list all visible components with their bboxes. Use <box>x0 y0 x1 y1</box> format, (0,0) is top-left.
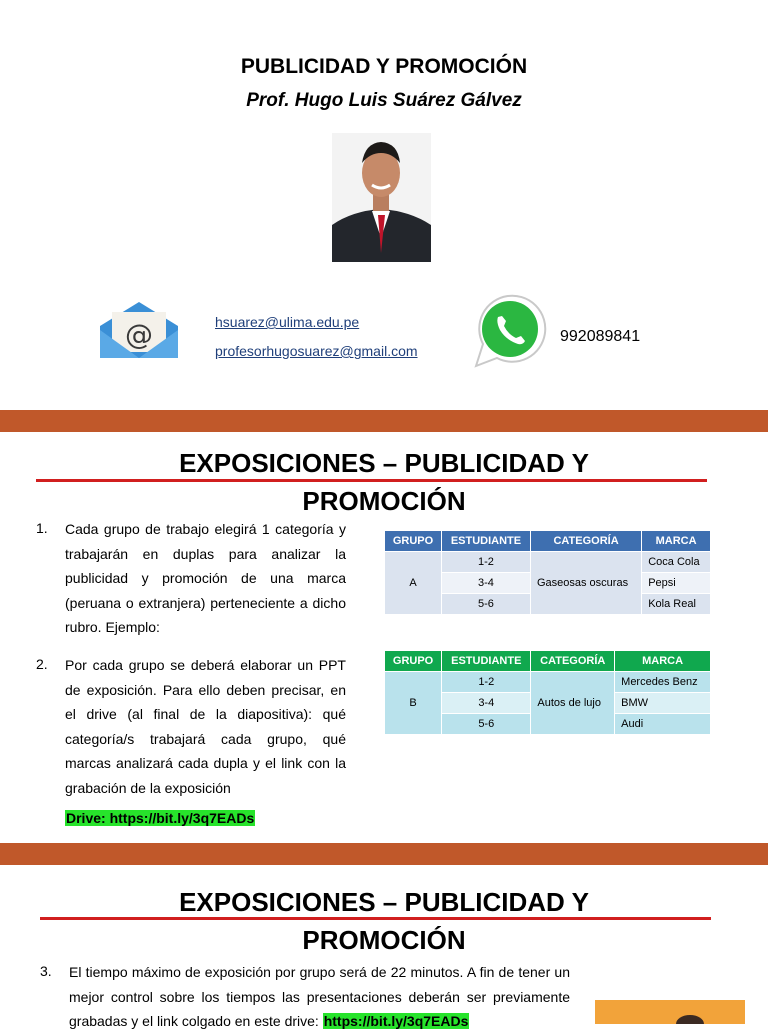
student-cell: 5-6 <box>442 714 531 735</box>
section-title-line2: PROMOCIÓN <box>302 925 466 955</box>
group-cell: A <box>385 552 442 615</box>
slide-divider <box>0 843 768 865</box>
page-title: PUBLICIDAD Y PROMOCIÓN <box>240 55 528 78</box>
student-cell: 5-6 <box>441 594 530 615</box>
student-cell: 3-4 <box>442 693 531 714</box>
brand-cell: Mercedes Benz <box>615 672 711 693</box>
phone-number: 992089841 <box>560 328 641 345</box>
list-number: 3. <box>40 963 52 979</box>
list-item-text <box>69 960 570 1034</box>
list-item-body: El tiempo máximo de exposición por grupo será de 22 minutos. A fin de tener un mejor control sobre los tiempos las presentaciones deberán ser previamente grabadas y el link colgado en este drive: <box>69 964 570 1029</box>
table-header: MARCA <box>642 531 711 552</box>
illustration-image <box>595 1000 745 1024</box>
email-link-ulima[interactable]: hsuarez@ulima.edu.pe <box>215 314 360 330</box>
example-table-a <box>384 530 711 615</box>
brand-cell: Kola Real <box>642 594 711 615</box>
brand-cell: Pepsi <box>642 573 711 594</box>
section-title-line1: EXPOSICIONES – PUBLICIDAD Y <box>179 887 589 917</box>
student-cell: 1-2 <box>441 552 530 573</box>
slide-divider <box>0 410 768 432</box>
brand-cell: Audi <box>615 714 711 735</box>
table-header: MARCA <box>615 651 711 672</box>
drive-link-line <box>65 810 255 828</box>
professor-photo <box>332 133 431 262</box>
brand-cell: Coca Cola <box>642 552 711 573</box>
list-item-text: Cada grupo de trabajo elegirá 1 categoría y trabajarán en duplas para analizar la publicidad y promoción de una marca (peruana o extranjera) perteneciente a dicho rubro. Ejemplo: <box>65 521 346 635</box>
list-number: 2. <box>36 656 48 672</box>
list-item-text: Por cada grupo se deberá elaborar un PPT de exposición. Para ello deben precisar, en el drive (al final de la diapositiva): qué categoría/s trabajará cada grupo, qué marcas analizará cada dupla y el link con la grabación de la exposición <box>65 657 346 796</box>
example-table-b <box>384 650 711 735</box>
table-header: GRUPO <box>385 531 442 552</box>
table-header: CATEGORÍA <box>531 651 615 672</box>
table-header: CATEGORÍA <box>530 531 641 552</box>
email-icon <box>98 300 180 360</box>
whatsapp-icon <box>470 292 548 370</box>
email-link-gmail[interactable]: profesorhugosuarez@gmail.com <box>215 343 418 359</box>
student-cell: 1-2 <box>442 672 531 693</box>
student-cell: 3-4 <box>441 573 530 594</box>
section-title-line1: EXPOSICIONES – PUBLICIDAD Y <box>179 448 589 478</box>
section-title-line2: PROMOCIÓN <box>302 486 466 516</box>
drive-link[interactable]: https://bit.ly/3q7EADs <box>323 1013 469 1029</box>
category-cell: Autos de lujo <box>531 672 615 735</box>
professor-name: Prof. Hugo Luis Suárez Gálvez <box>246 90 522 111</box>
category-cell: Gaseosas oscuras <box>530 552 641 615</box>
brand-cell: BMW <box>615 693 711 714</box>
group-cell: B <box>385 672 442 735</box>
svg-text:@: @ <box>125 318 153 351</box>
table-header: ESTUDIANTE <box>441 531 530 552</box>
table-header: ESTUDIANTE <box>442 651 531 672</box>
list-number: 1. <box>36 520 48 536</box>
table-header: GRUPO <box>385 651 442 672</box>
drive-link[interactable]: Drive: https://bit.ly/3q7EADs <box>66 810 255 826</box>
title-underline <box>40 917 711 920</box>
